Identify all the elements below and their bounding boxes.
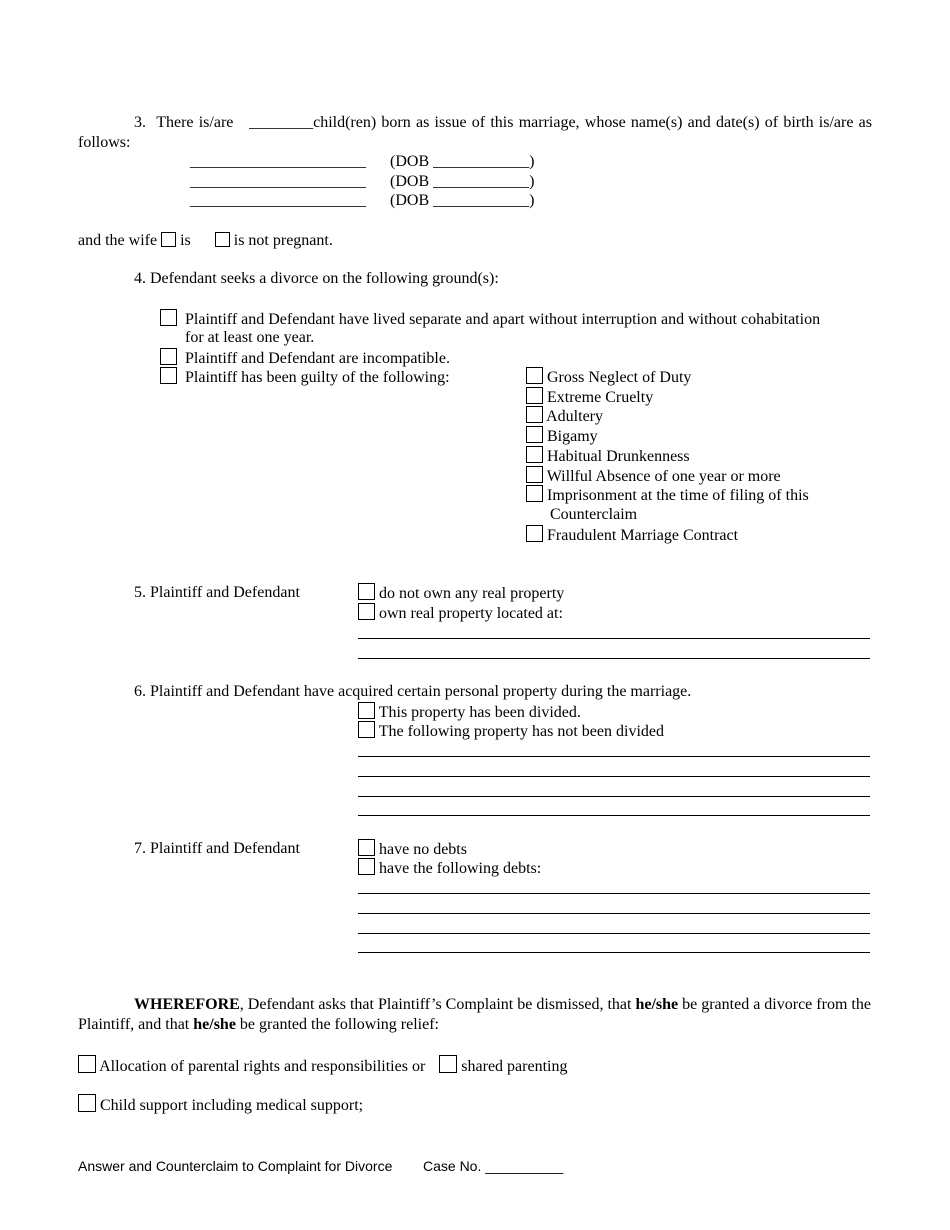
following-debts-checkbox[interactable] xyxy=(358,858,375,875)
footer-title: Answer and Counterclaim to Complaint for Divorce xyxy=(78,1158,393,1174)
sub-ground-label: Willful Absence of one year or more xyxy=(546,468,781,485)
ground-incompatible-label: Plaintiff and Defendant are incompatible. xyxy=(185,350,450,367)
pregnancy-row xyxy=(78,231,333,251)
sub-ground-checkbox[interactable] xyxy=(526,485,543,502)
ground-guilty-checkbox[interactable] xyxy=(160,367,177,384)
debts-line[interactable] xyxy=(358,952,870,953)
sub-ground-row xyxy=(526,525,738,546)
following-debts-label: have the following debts: xyxy=(379,860,542,877)
sub-ground-label: Extreme Cruelty xyxy=(547,389,654,406)
following-debts-row xyxy=(358,858,541,879)
sub-ground-checkbox[interactable] xyxy=(526,466,543,483)
sub-ground-label: Imprisonment at the time of filing of this xyxy=(547,487,809,504)
property-divided-row xyxy=(358,702,581,723)
ground-incompatible-row xyxy=(160,348,450,369)
own-real-property-row xyxy=(358,603,563,624)
sub-ground-label: Habitual Drunkenness xyxy=(547,448,690,465)
section-6-heading: 6. Plaintiff and Defendant have acquired certain personal property during the marriage. xyxy=(134,683,692,700)
own-real-property-label: own real property located at: xyxy=(379,605,563,622)
allocation-checkbox[interactable] xyxy=(78,1055,96,1073)
wherefore-text: , Defendant asks that Plaintiff’s Complaint be dismissed, that xyxy=(239,996,636,1013)
sub-ground-label: Bigamy xyxy=(547,428,598,445)
sub-ground-row xyxy=(526,367,691,388)
child-dob-field[interactable]: (DOB ____________) xyxy=(390,173,535,190)
section-5-label: 5. Plaintiff and Defendant xyxy=(134,584,300,601)
sub-ground-row xyxy=(526,485,809,506)
shared-parenting-checkbox[interactable] xyxy=(439,1055,457,1073)
he-she-bold: he/she xyxy=(193,1016,236,1033)
sub-ground-label-cont: Counterclaim xyxy=(550,506,638,523)
property-not-divided-checkbox[interactable] xyxy=(358,721,375,738)
property-divided-label: This property has been divided. xyxy=(378,704,581,721)
own-real-property-checkbox[interactable] xyxy=(358,603,375,620)
sub-ground-checkbox[interactable] xyxy=(526,387,543,404)
child-name-blank[interactable]: ______________________ xyxy=(190,173,366,190)
allocation-label: Allocation of parental rights and responsibilities or xyxy=(99,1058,426,1075)
ground-separate-checkbox[interactable] xyxy=(160,309,177,326)
real-property-line[interactable] xyxy=(358,638,870,639)
allocation-row xyxy=(78,1055,567,1077)
sub-ground-checkbox[interactable] xyxy=(526,426,543,443)
is-label: is xyxy=(180,232,191,249)
personal-property-line[interactable] xyxy=(358,796,870,797)
no-real-property-label: do not own any real property xyxy=(379,585,565,602)
wherefore-text: be granted a divorce from the Plaintiff, and that xyxy=(78,996,871,1033)
wherefore-paragraph xyxy=(78,995,872,1035)
ground-separate-row xyxy=(160,309,820,330)
property-divided-checkbox[interactable] xyxy=(358,702,375,719)
personal-property-line[interactable] xyxy=(358,776,870,777)
child-support-checkbox[interactable] xyxy=(78,1094,96,1112)
sub-ground-label: Gross Neglect of Duty xyxy=(547,369,692,386)
ground-incompatible-checkbox[interactable] xyxy=(160,348,177,365)
no-debts-row xyxy=(358,839,467,860)
property-not-divided-label: The following property has not been divided xyxy=(378,723,664,740)
section-3-text: child(ren) born as issue of this marriage, whose name(s) and date(s) of birth is/are as follows: xyxy=(78,114,873,151)
personal-property-line[interactable] xyxy=(358,815,870,816)
child-name-blank[interactable]: ______________________ xyxy=(190,153,366,170)
section-7-label: 7. Plaintiff and Defendant xyxy=(134,840,300,857)
property-not-divided-row xyxy=(358,721,664,742)
section-4-heading: 4. Defendant seeks a divorce on the following ground(s): xyxy=(134,270,499,287)
sub-ground-checkbox[interactable] xyxy=(526,367,543,384)
child-name-blank[interactable]: ______________________ xyxy=(190,192,366,209)
not-pregnant-checkbox[interactable] xyxy=(215,232,230,247)
child-support-label: Child support including medical support; xyxy=(100,1097,364,1114)
sub-ground-label: Fraudulent Marriage Contract xyxy=(547,527,739,544)
child-support-row xyxy=(78,1094,363,1116)
sub-ground-row xyxy=(526,446,690,467)
no-debts-checkbox[interactable] xyxy=(358,839,375,856)
shared-parenting-label: shared parenting xyxy=(461,1058,568,1075)
child-dob-field[interactable]: (DOB ____________) xyxy=(390,153,535,170)
sub-ground-checkbox[interactable] xyxy=(526,525,543,542)
is-pregnant-checkbox[interactable] xyxy=(161,232,176,247)
ground-separate-label-cont: for at least one year. xyxy=(185,329,315,346)
no-real-property-checkbox[interactable] xyxy=(358,583,375,600)
he-she-bold: he/she xyxy=(635,996,679,1013)
section-3-number: 3. xyxy=(134,114,146,131)
footer-case-no[interactable]: Case No. __________ xyxy=(423,1158,564,1174)
wherefore-bold: WHEREFORE xyxy=(134,996,240,1013)
debts-line[interactable] xyxy=(358,933,870,934)
wherefore-text: be granted the following relief: xyxy=(235,1016,439,1033)
ground-guilty-row xyxy=(160,367,450,388)
children-count-blank[interactable]: ________ xyxy=(249,114,314,131)
sub-ground-row xyxy=(526,466,781,487)
wife-label: and the wife xyxy=(78,232,158,249)
debts-line[interactable] xyxy=(358,913,870,914)
sub-ground-row xyxy=(526,426,598,447)
sub-ground-checkbox[interactable] xyxy=(526,406,543,423)
section-3-paragraph xyxy=(78,113,872,153)
sub-ground-row xyxy=(526,406,603,427)
no-real-property-row xyxy=(358,583,564,604)
ground-guilty-label: Plaintiff has been guilty of the following: xyxy=(185,369,450,386)
no-debts-label: have no debts xyxy=(379,841,467,858)
sub-ground-checkbox[interactable] xyxy=(526,446,543,463)
section-3-there: There is/are xyxy=(156,114,234,131)
real-property-line[interactable] xyxy=(358,658,870,659)
ground-separate-label: Plaintiff and Defendant have lived separate and apart without interruption and without cohabitation xyxy=(185,311,821,328)
child-dob-field[interactable]: (DOB ____________) xyxy=(390,192,535,209)
sub-ground-row xyxy=(526,387,653,408)
sub-ground-label: Adultery xyxy=(546,408,603,425)
debts-line[interactable] xyxy=(358,893,870,894)
not-pregnant-label: is not pregnant. xyxy=(233,232,333,249)
personal-property-line[interactable] xyxy=(358,756,870,757)
